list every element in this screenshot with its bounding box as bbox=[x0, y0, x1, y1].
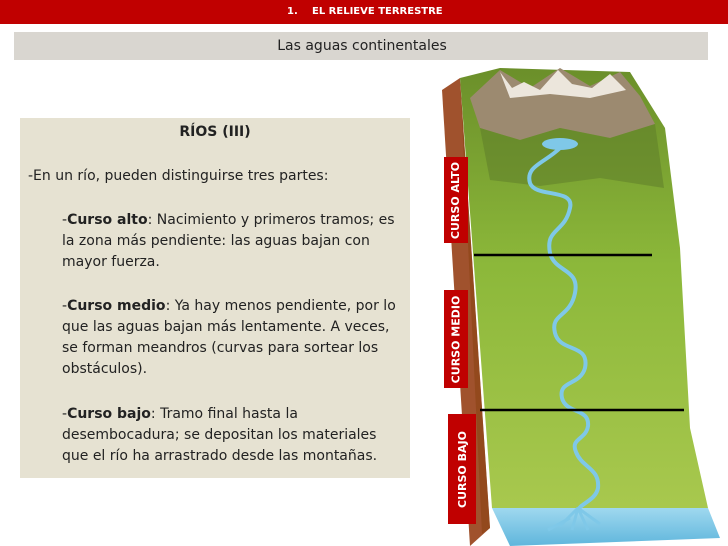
label-curso-medio: CURSO MEDIO bbox=[444, 290, 468, 388]
subtitle-bar bbox=[14, 32, 708, 60]
label-curso-bajo: CURSO BAJO bbox=[448, 414, 476, 524]
river-course-illustration bbox=[440, 68, 720, 546]
dash: - bbox=[62, 406, 68, 422]
sea bbox=[492, 508, 720, 546]
curso-alto-term: Curso alto bbox=[67, 212, 148, 228]
curso-bajo-term: Curso bajo bbox=[67, 406, 151, 422]
dash: - bbox=[62, 298, 68, 314]
curso-medio-paragraph bbox=[62, 296, 407, 380]
curso-medio-term: Curso medio bbox=[67, 298, 166, 314]
curso-alto-text: : Nacimiento y primeros tramos; es la zona más pendiente: las aguas bajan con mayor fuerza. bbox=[62, 212, 395, 270]
section-number: 1. bbox=[287, 6, 298, 17]
title-bar bbox=[0, 0, 728, 24]
curso-alto-paragraph bbox=[62, 210, 407, 273]
label-curso-alto: CURSO ALTO bbox=[444, 157, 468, 243]
intro-text: -En un río, pueden distinguirse tres partes: bbox=[28, 168, 329, 184]
curso-bajo-text: : Tramo final hasta la desembocadura; se depositan los materiales que el río ha arrastrado desde las montañas. bbox=[62, 406, 378, 464]
curso-bajo-paragraph bbox=[62, 404, 407, 467]
content-title: RÍOS (III) bbox=[179, 124, 251, 140]
section-title: EL RELIEVE TERRESTRE bbox=[312, 6, 443, 17]
curso-medio-text: : Ya hay menos pendiente, por lo que las aguas bajan más lentamente. A veces, se forman meandros (curvas para sortear los obstáculos). bbox=[62, 298, 396, 377]
subtitle: Las aguas continentales bbox=[277, 38, 447, 54]
content-box bbox=[20, 118, 410, 478]
dash: - bbox=[62, 212, 68, 228]
